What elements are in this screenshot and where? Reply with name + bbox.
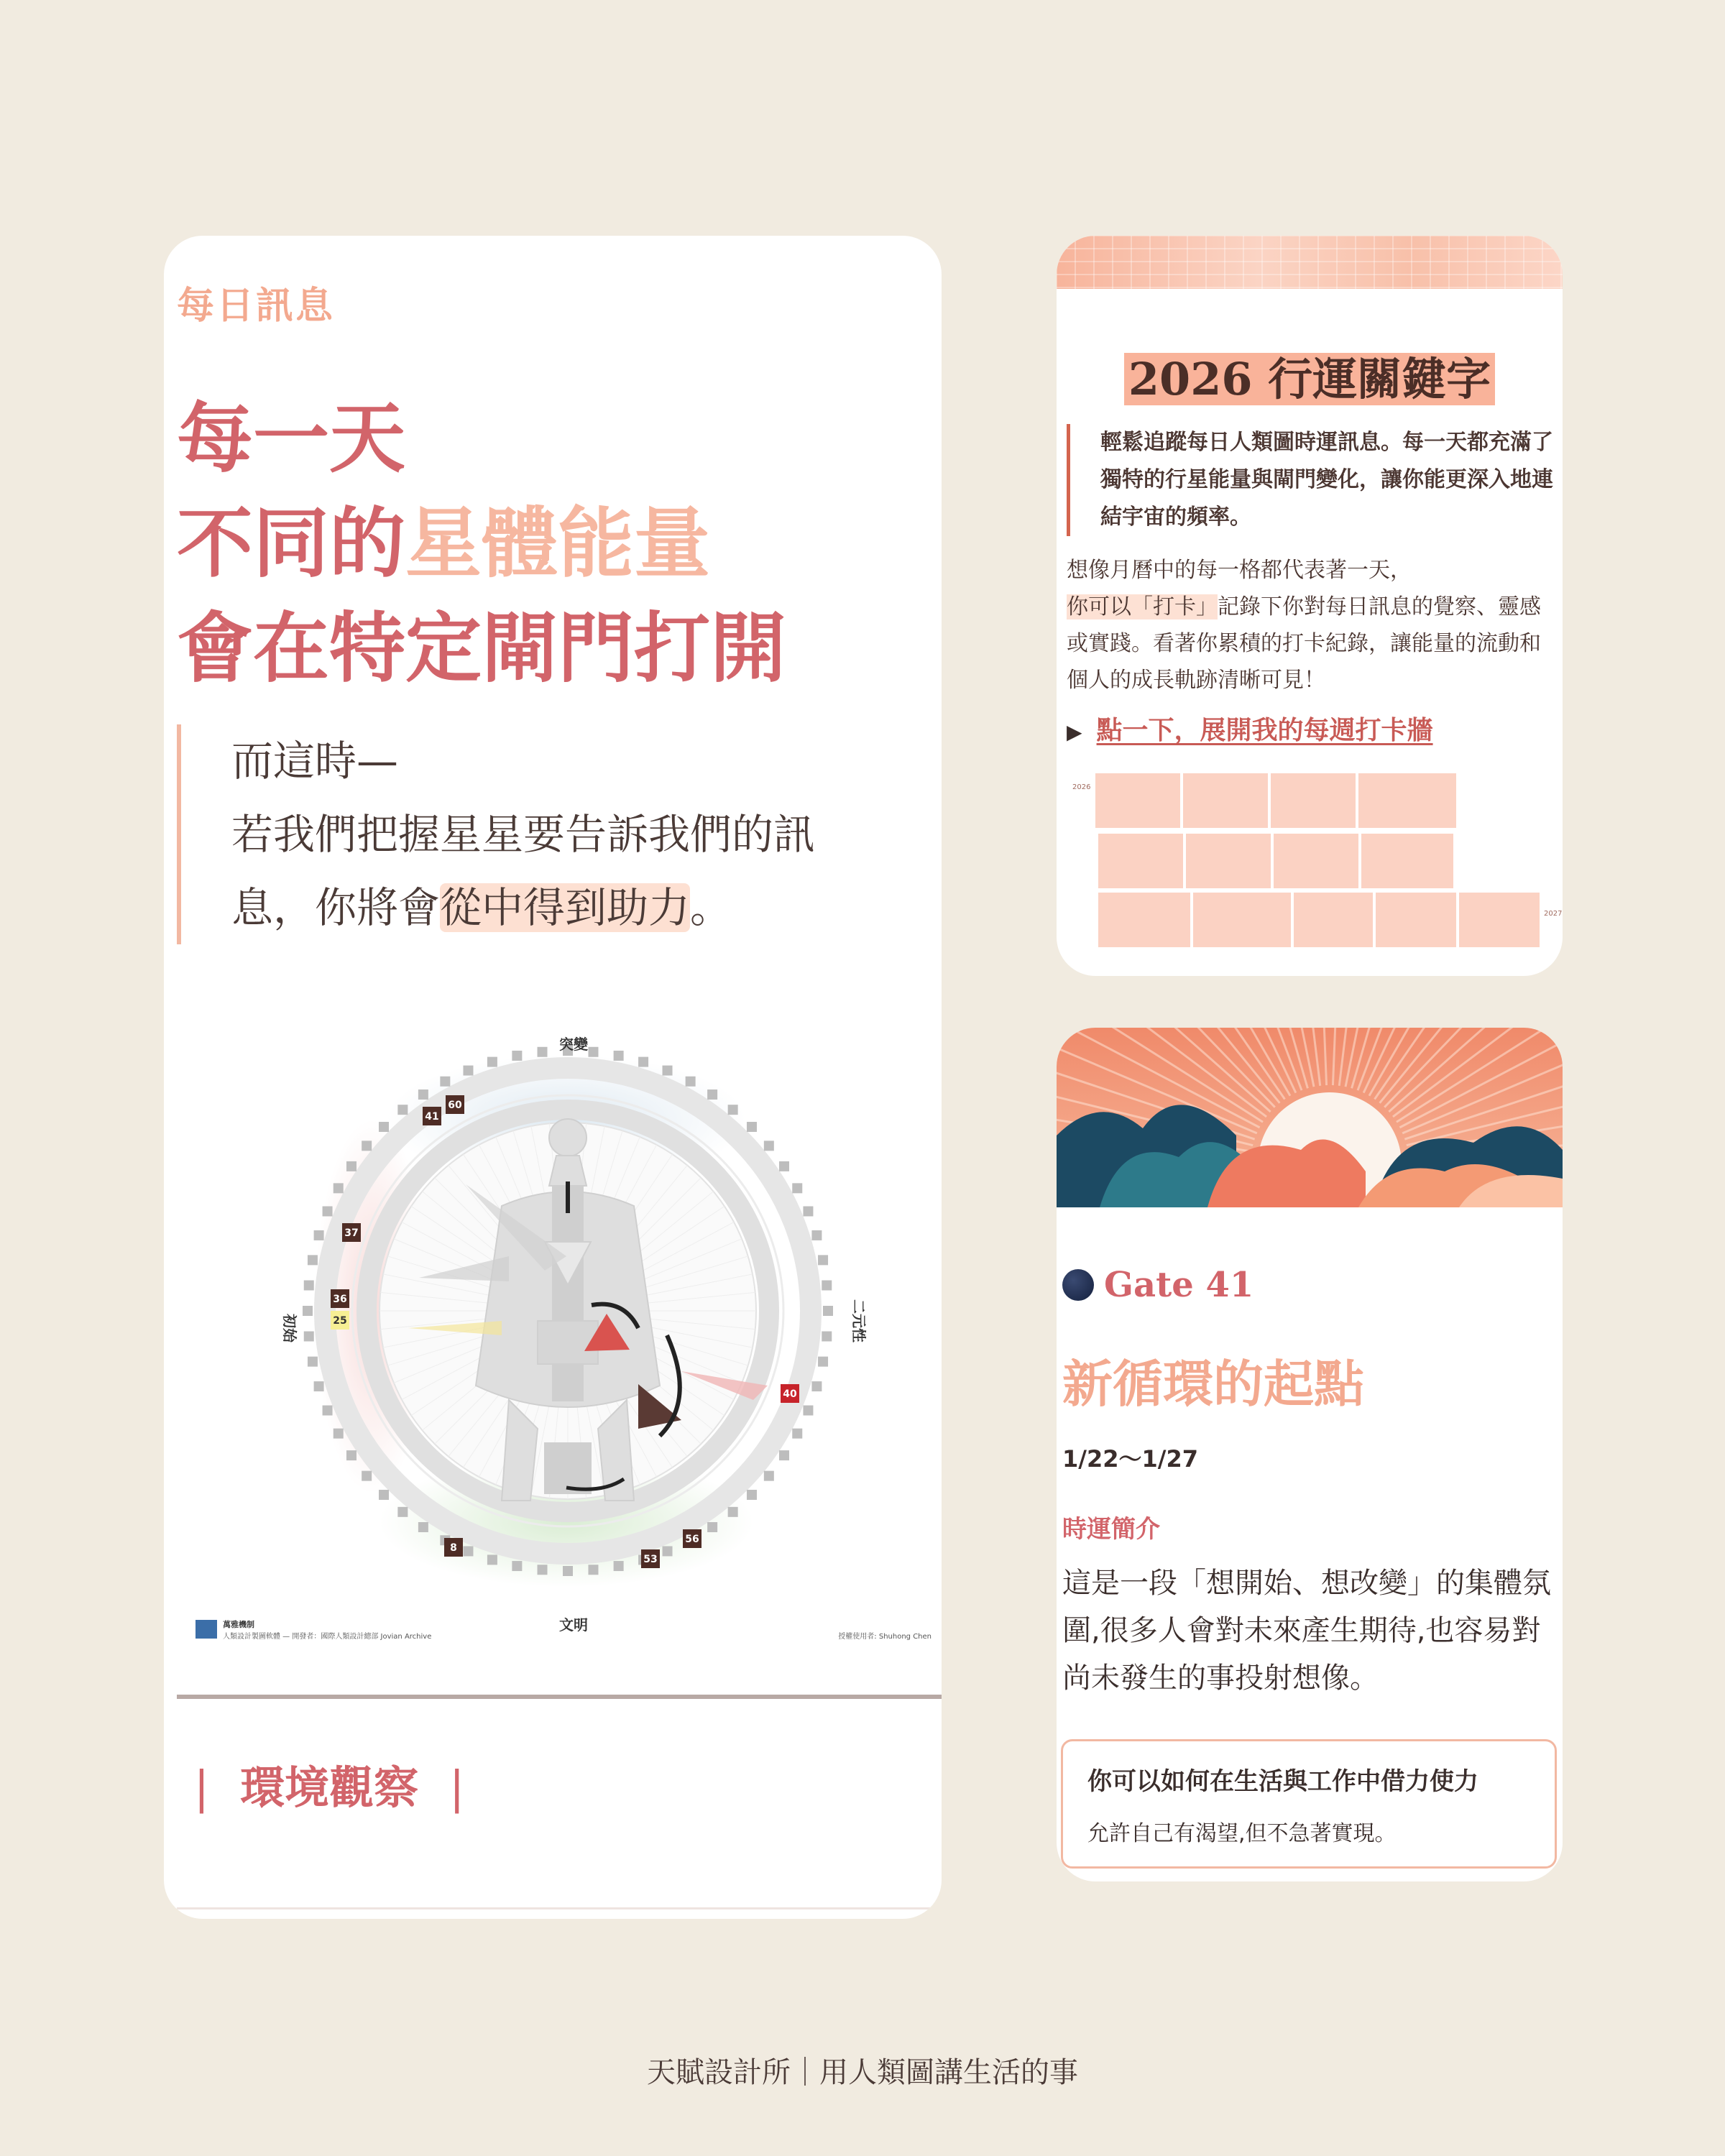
hexagram-mark: [728, 1507, 738, 1517]
quote-line-2: 若我們把握星星要告訴我們的訊: [231, 810, 816, 859]
gate-53: 53: [643, 1554, 658, 1565]
hexagram-mark: [747, 1122, 757, 1132]
hexagram-mark: [463, 1546, 473, 1556]
section-divider: [177, 1695, 942, 1699]
section-title-text: 環境觀察: [240, 1761, 419, 1814]
hexagram-mark: [418, 1089, 428, 1100]
human-design-chart: [164, 998, 942, 1659]
quote-line-3-c: 。: [690, 883, 732, 932]
hexagram-mark: [512, 1561, 522, 1571]
gate-title: 新循環的起點: [1062, 1355, 1364, 1414]
label-left: 初始: [281, 1314, 298, 1342]
keyword-title: [1057, 344, 1563, 407]
gate-number: Gate 41: [1104, 1265, 1254, 1305]
credit-line: 人類設計製圖軟體 — 開發者：國際人類設計總部 Jovian Archive: [223, 1633, 432, 1641]
gate-37: 37: [344, 1227, 359, 1239]
calendar-row-3: [1098, 893, 1540, 947]
hexagram-mark: [764, 1141, 774, 1151]
hexagram-mark: [792, 1183, 802, 1193]
calendar-row-2: [1098, 834, 1453, 888]
hexagram-mark: [314, 1381, 324, 1391]
hexagram-mark: [818, 1255, 828, 1265]
gate-date-range: 1/22～1/27: [1062, 1445, 1198, 1473]
quote-line-3-a: 息，你將會: [231, 883, 441, 932]
moon-icon: [1062, 1269, 1094, 1301]
hexagram-mark: [792, 1429, 802, 1439]
gate-25: 25: [333, 1315, 347, 1327]
label-top: 突變: [559, 1036, 588, 1053]
hexagram-mark: [346, 1161, 356, 1171]
hexagram-mark: [397, 1105, 408, 1115]
hexagram-mark: [418, 1522, 428, 1532]
keyword-title-text: 2026 行運關鍵字: [1124, 353, 1495, 405]
hexagram-mark: [346, 1450, 356, 1460]
hexagram-mark: [304, 1331, 314, 1341]
hexagram-mark: [811, 1230, 822, 1240]
hexagram-mark: [563, 1566, 573, 1576]
hexagram-mark: [614, 1561, 624, 1571]
hexagram-mark: [803, 1206, 813, 1216]
hexagram-mark: [764, 1471, 774, 1481]
expand-link-text: 點一下，展開我的每週打卡牆: [1096, 716, 1433, 745]
section-bar-left: |: [194, 1761, 209, 1814]
hexagram-mark: [779, 1161, 789, 1171]
hexagram-mark: [538, 1565, 548, 1575]
keyword-body: [1067, 552, 1555, 699]
hexagram-mark: [707, 1089, 717, 1100]
hero-headline: [177, 387, 786, 701]
hexagram-mark: [822, 1281, 832, 1291]
footer-caption: 天賦設計所｜用人類圖講生活的事: [647, 2056, 1078, 2089]
decorative-grid-band: [1057, 236, 1563, 289]
keyword-quote: 輕鬆追蹤每日人類圖時運訊息。每一天都充滿了獨特的行星能量與閘門變化，讓你能更深入地連結宇宙的頻率。: [1067, 424, 1555, 536]
hexagram-mark: [362, 1141, 372, 1151]
year-end-label: 2027: [1544, 910, 1563, 918]
keyword-body-a: 想像月曆中的每一格都代表著一天，: [1067, 558, 1412, 583]
hexagram-mark: [803, 1406, 813, 1416]
hexagram-mark: [379, 1490, 389, 1500]
hexagram-mark: [512, 1051, 522, 1061]
play-triangle-icon: ▶: [1067, 720, 1082, 744]
hexagram-mark: [588, 1047, 598, 1057]
hexagram-mark: [314, 1230, 324, 1240]
hexagram-mark: [397, 1507, 408, 1517]
hero-highlight: 星體能量: [405, 499, 710, 588]
gate-label: [1062, 1265, 1254, 1305]
hexagram-mark: [638, 1057, 648, 1067]
gate-36: 36: [333, 1294, 347, 1305]
hexagram-mark: [811, 1381, 822, 1391]
hexagram-mark: [487, 1554, 497, 1565]
gate-card: [1057, 1028, 1563, 1881]
checkin-calendar[interactable]: [1057, 766, 1563, 946]
hexagram-mark: [728, 1105, 738, 1115]
hexagram-mark: [323, 1406, 333, 1416]
hexagram-mark: [779, 1450, 789, 1460]
quote-highlight: 從中得到助力: [440, 883, 691, 932]
license-text: 授權使用者: Shuhong Chen: [838, 1633, 932, 1641]
hero-line-3: 會在特定閘門打開: [177, 604, 786, 693]
credit-name: 萬雅機制: [223, 1620, 254, 1629]
hexagram-mark: [303, 1306, 313, 1316]
hexagram-mark: [588, 1565, 598, 1575]
hexagram-mark: [663, 1546, 673, 1556]
hexagram-mark: [818, 1357, 828, 1367]
tip-heading: 你可以如何在生活與工作中借力使力: [1087, 1767, 1478, 1796]
hexagram-mark: [304, 1281, 314, 1291]
gate-56: 56: [685, 1534, 699, 1545]
sunrise-banner: [1057, 1028, 1563, 1207]
brand-logo-icon: [196, 1620, 217, 1639]
hexagram-mark: [323, 1206, 333, 1216]
eyebrow-label: 每日訊息: [177, 285, 336, 328]
hexagram-mark: [334, 1183, 344, 1193]
hero-line-1: 每一天: [177, 395, 405, 483]
expand-checkin-wall-link[interactable]: [1067, 710, 1433, 747]
hexagram-mark: [334, 1429, 344, 1439]
hexagram-mark: [663, 1066, 673, 1076]
gate-description: 這是一段「想開始、想改變」的集體氛圍,很多人會對未來產生期待,也容易對尚未發生的事投射想像。: [1062, 1567, 1551, 1695]
year-start-label: 2026: [1072, 783, 1091, 791]
quote-line-3: [231, 871, 910, 944]
hero-line-2-a: 不同的: [177, 499, 405, 588]
hexagram-mark: [686, 1077, 696, 1087]
hexagram-mark: [747, 1490, 757, 1500]
section-bar-right: |: [449, 1761, 465, 1814]
intro-quote: [177, 724, 910, 944]
hexagram-mark: [822, 1331, 832, 1341]
calendar-row-1: [1095, 773, 1456, 828]
gate-40: 40: [783, 1388, 797, 1400]
gate-60: 60: [448, 1100, 462, 1111]
hexagram-mark: [707, 1522, 717, 1532]
hexagram-mark: [823, 1306, 833, 1316]
keyword-body-c: 記錄下你對每日訊息的覺察、靈感或實踐。看著你累積的打卡紀錄，讓能量的流動和個人的成長軌跡清晰可見！: [1067, 594, 1541, 693]
label-bottom: 文明: [559, 1616, 588, 1634]
hexagram-mark: [487, 1057, 497, 1067]
keyword-body-highlight: 你可以「打卡」: [1067, 594, 1218, 619]
quote-line-1: 而這時—: [231, 737, 399, 786]
grid-pattern: [1057, 236, 1563, 289]
transit-keyword-card: [1057, 236, 1563, 976]
tip-box: [1061, 1739, 1557, 1869]
hexagram-mark: [308, 1357, 318, 1367]
hero-line-2: [177, 492, 786, 596]
section-title: [194, 1752, 464, 1816]
hexagram-mark: [538, 1047, 548, 1057]
hexagram-mark: [379, 1122, 389, 1132]
daily-message-card: [164, 236, 942, 1919]
bottom-rule: [177, 1907, 942, 1909]
gate-subtitle: 時運簡介: [1062, 1515, 1160, 1544]
hexagram-mark: [440, 1077, 450, 1087]
mandala-svg: [164, 998, 942, 1659]
hexagram-mark: [614, 1051, 624, 1061]
hexagram-mark: [362, 1471, 372, 1481]
label-right: 二元性: [850, 1299, 868, 1342]
gate-8: 8: [450, 1542, 457, 1554]
hexagram-mark: [463, 1066, 473, 1076]
gate-41: 41: [425, 1111, 439, 1123]
hexagram-mark: [308, 1255, 318, 1265]
tip-body: 允許自己有渴望,但不急著實現。: [1087, 1821, 1397, 1846]
